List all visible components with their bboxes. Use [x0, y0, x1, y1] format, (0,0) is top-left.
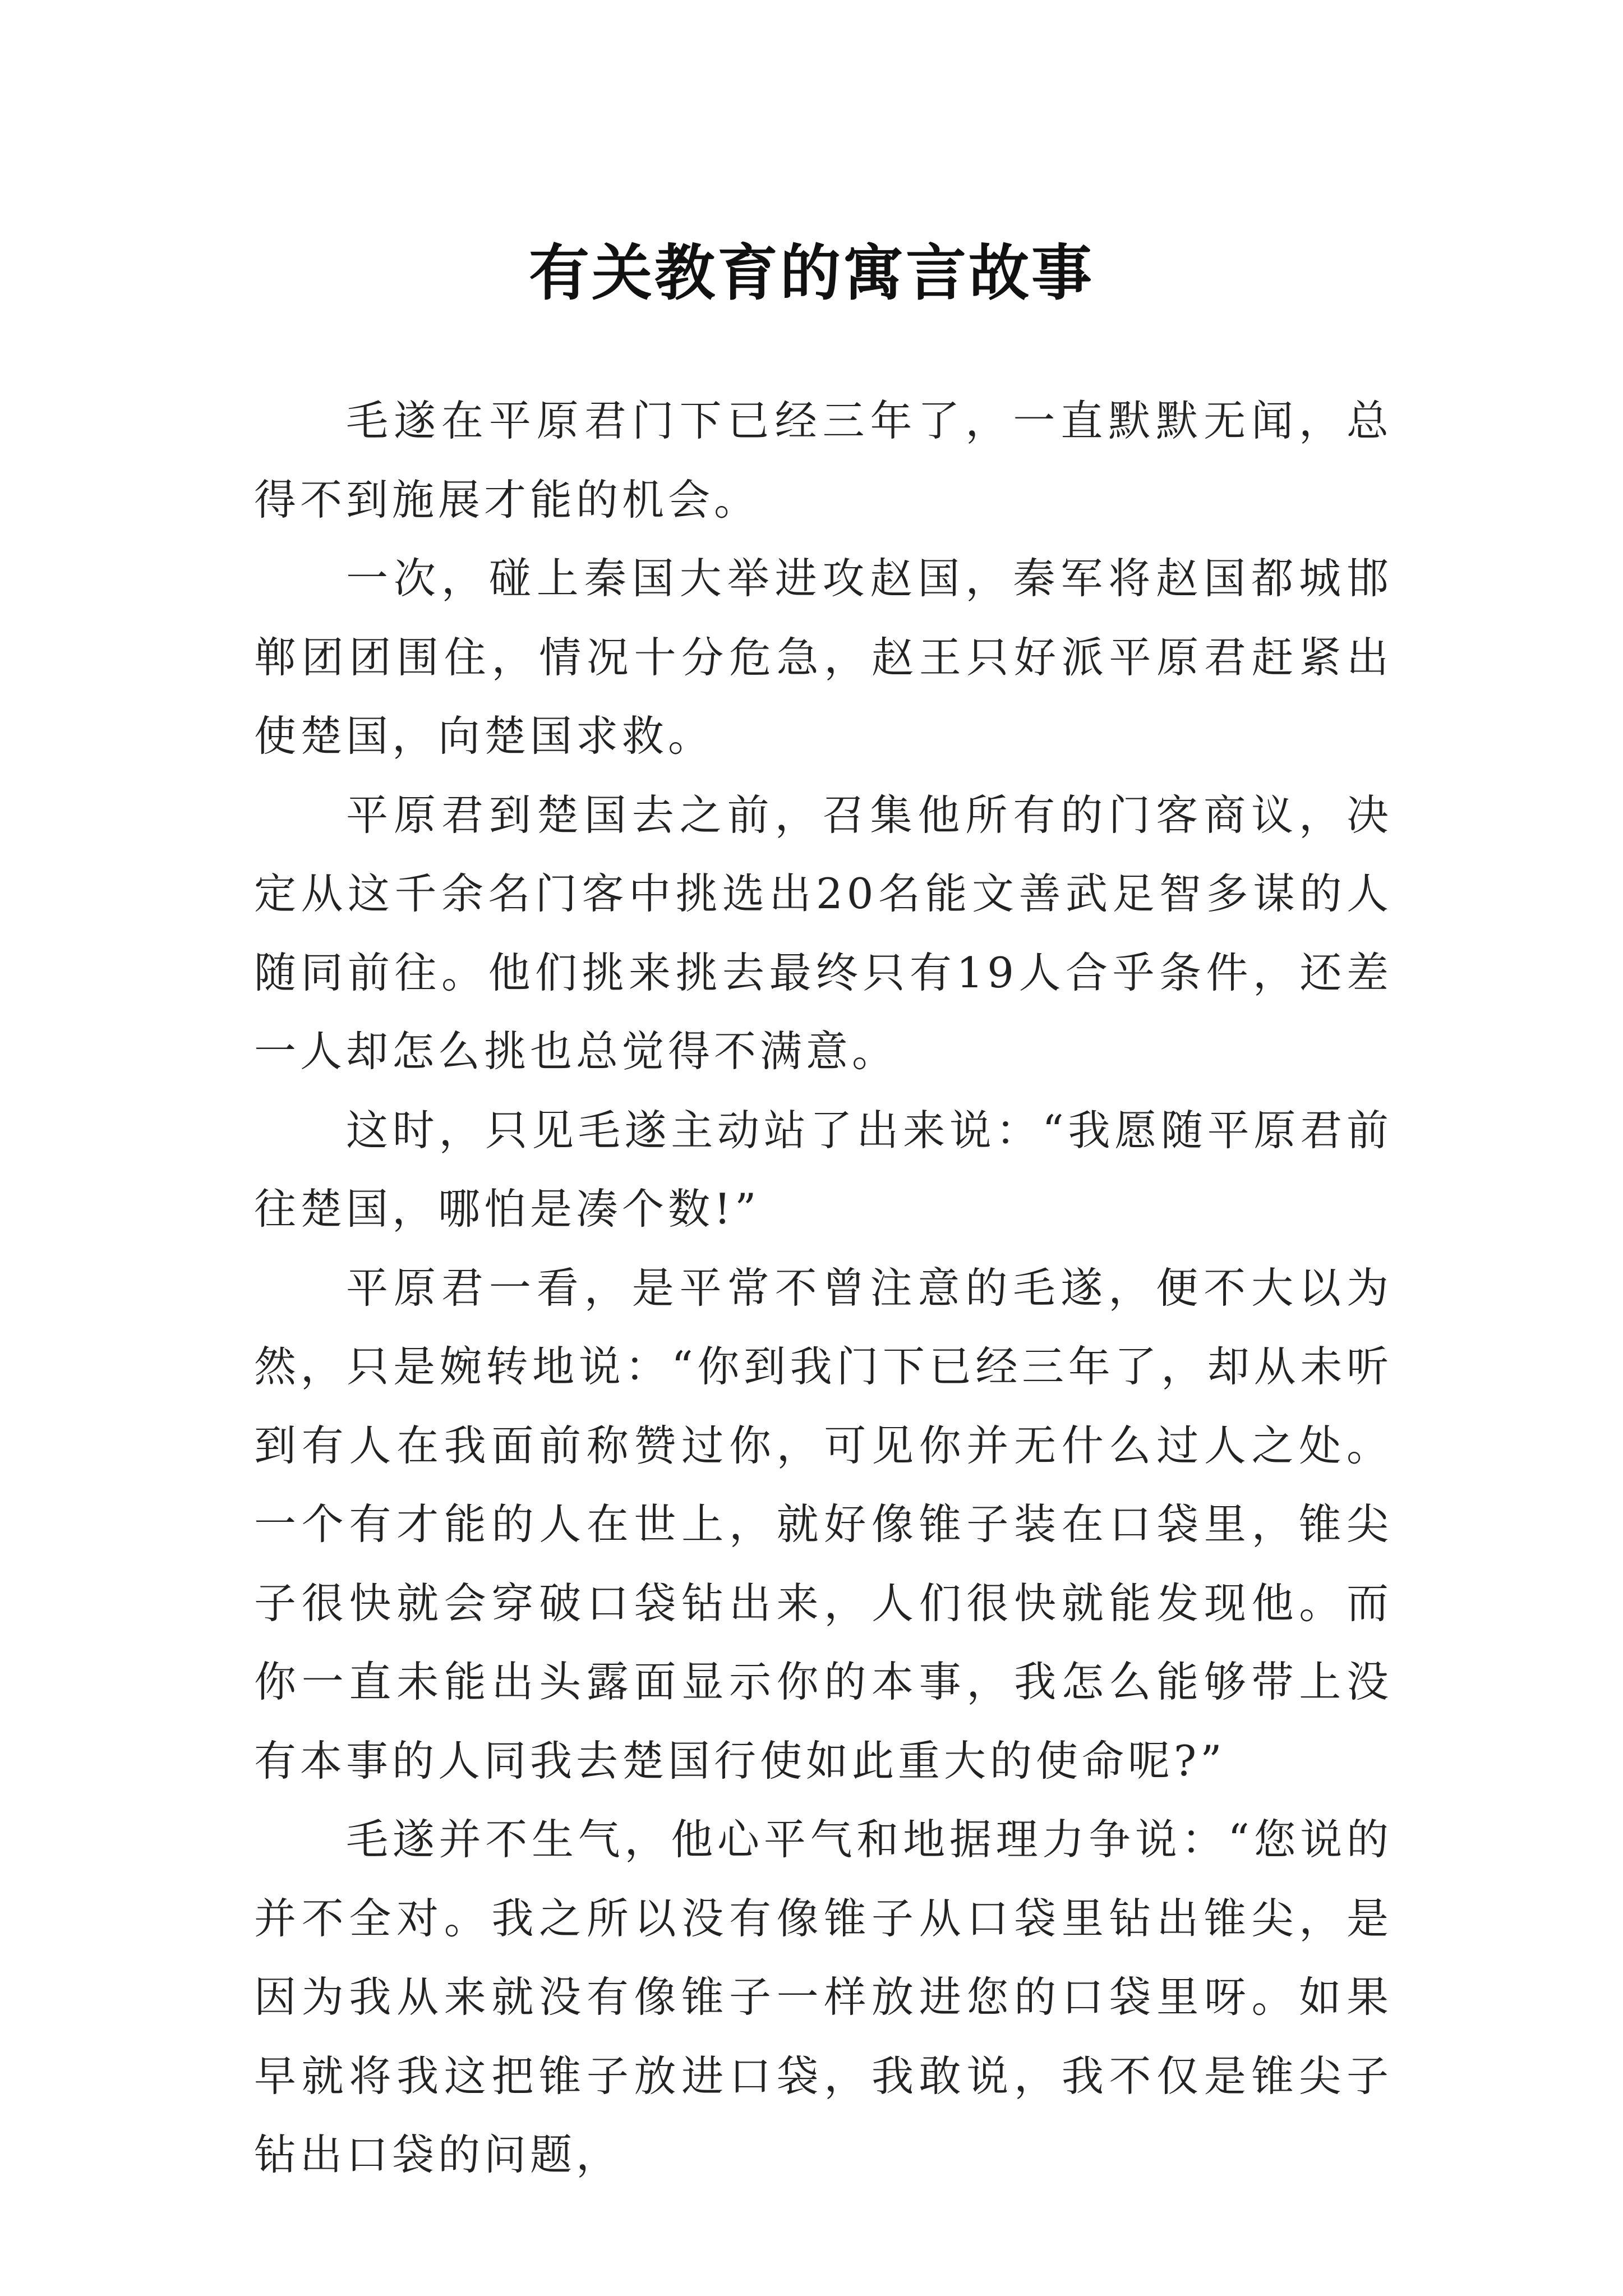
paragraph: 一次，碰上秦国大举进攻赵国，秦军将赵国都城邯郸团团围住，情况十分危急，赵王只好派平原君赶紧出使楚国，向楚国求救。	[254, 554, 1393, 761]
paragraph: 毛遂在平原君门下已经三年了，一直默默无闻，总得不到施展才能的机会。	[254, 396, 1393, 524]
document-title: 有关教育的寓言故事	[528, 238, 1094, 309]
paragraph: 这时，只见毛遂主动站了出来说：“我愿随平原君前往楚国，哪怕是凑个数!”	[254, 1105, 1393, 1234]
paragraph: 平原君一看，是平常不曾注意的毛遂，便不大以为然，只是婉转地说：“你到我门下已经三年了，却从未听到有人在我面前称赞过你，可见你并无什么过人之处。一个有才能的人在世上，就好像锥子装在口袋里，锥尖子很快就会穿破口袋钻出来，人们很快就能发现他。而你一直未能出头露面显示你的本事，我怎么能够带上没有本事的人同我去楚国行使如此重大的使命呢?”	[254, 1263, 1393, 1786]
paragraph: 毛遂并不生气，他心平气和地据理力争说：“您说的并不全对。我之所以没有像锥子从口袋里钻出锥尖，是因为我从来就没有像锥子一样放进您的口袋里呀。如果早就将我这把锥子放进口袋，我敢说，我不仅是锥尖子钻出口袋的问题，	[254, 1815, 1393, 2179]
paragraph: 平原君到楚国去之前，召集他所有的门客商议，决定从这千余名门客中挑选出20名能文善武足智多谋的人随同前往。他们挑来挑去最终只有19人合乎条件，还差一人却怎么挑也总觉得不满意。	[254, 790, 1393, 1076]
document-body	[254, 381, 1393, 2194]
